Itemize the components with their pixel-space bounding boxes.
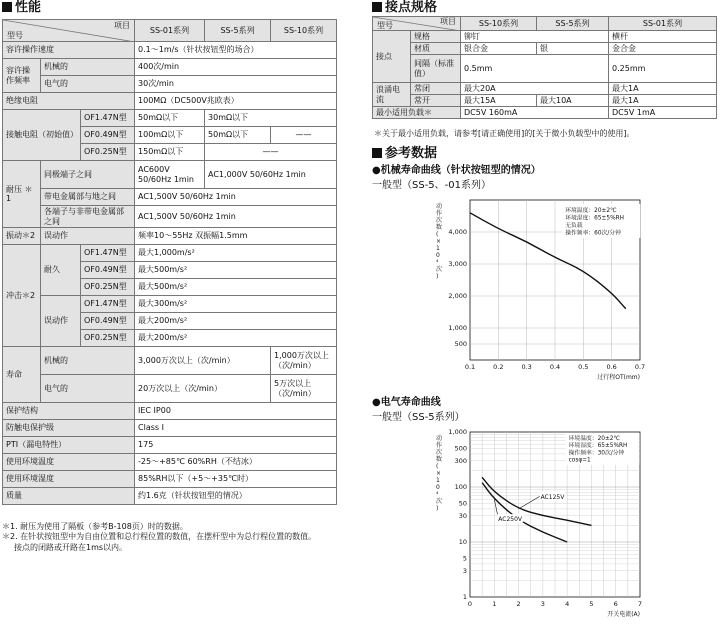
x-tick-label: 0 [467, 600, 473, 608]
col-ss10: SS-10系列 [271, 20, 337, 42]
legend-entry: 环境温度：20±2℃ [565, 208, 617, 214]
cell: 175 [135, 437, 337, 454]
performance-notes [2, 522, 342, 553]
section-title-reference: 参考数据 [372, 147, 437, 162]
x-tick-label: 0.3 [521, 363, 532, 371]
x-tick-label: 4 [565, 600, 570, 608]
x-tick-label: 6 [613, 600, 618, 608]
x-tick-label: 0.6 [606, 363, 617, 371]
performance-table [2, 19, 337, 505]
y-tick-label: 5 [462, 554, 467, 563]
col-ss01: SS-01系列 [609, 17, 717, 31]
col-ss5: SS-5系列 [537, 17, 609, 31]
y-tick-label: 50 [458, 499, 467, 508]
col-ss01: SS-01系列 [135, 20, 205, 42]
cell: 频率10～55Hz 双振幅1.5mm [135, 228, 337, 245]
cell: 最大500m/s² [135, 262, 337, 279]
row-sublabel: 误动作 [41, 228, 135, 245]
section-title-performance: 性能 [2, 1, 41, 16]
cell: 约1.6克（针状按钮型的情况） [135, 488, 337, 505]
series-label: AC125V [540, 493, 565, 501]
row-sublabel: 规格 [411, 31, 461, 43]
row-label: 冲击＊2 [3, 245, 41, 347]
cell: —— [205, 144, 337, 161]
note-3: 接点的闭路或开路在1ms以内。 [14, 542, 128, 552]
row-label: 接触电阻（初始值） [3, 110, 81, 161]
y-tick-label: 30 [458, 511, 467, 520]
row-sublabel: OF0.49N型 [81, 262, 135, 279]
y-tick-label: 10 [458, 538, 467, 546]
cell: 5万次以上（次/min） [271, 375, 337, 403]
y-axis-label: 动作次数( × 1 0 ⁴ 次) [436, 203, 443, 280]
row-label: 最小适用负载＊ [373, 107, 461, 119]
x-tick-label: 0.4 [549, 363, 561, 371]
electrical-life-chart [430, 427, 650, 627]
y-tick-label: 3 [462, 566, 467, 575]
x-tick-label: 2 [516, 600, 521, 608]
contact-spec-table [372, 16, 717, 119]
legend-entry: 环境湿度：65±5%RH [568, 443, 628, 450]
chart2-subtitle: 一般型（SS-5系列） [372, 412, 465, 423]
row-sublabel: 机械的 [41, 347, 135, 375]
x-tick-label: 0.7 [634, 363, 646, 371]
row-sublabel: OF0.25N型 [81, 144, 135, 161]
row-sublabel: 耐久 [41, 245, 81, 296]
legend-entry: 环境湿度：65±5%RH [565, 215, 625, 222]
cell: 最大1A [609, 95, 717, 107]
row-sublabel: OF0.25N型 [81, 279, 135, 296]
legend-entry: 环境温度：20±2℃ [568, 436, 621, 442]
row-sublabel: 各端子与非带电金属部之间 [41, 206, 135, 228]
row-label: 接点 [373, 31, 411, 83]
cell: 400次/min [135, 59, 337, 76]
cell: AC1,500V 50/60Hz 1min [135, 206, 337, 228]
x-tick-label: 0.5 [578, 363, 589, 371]
y-tick-label: 500 [454, 444, 467, 453]
row-label: 振动＊2 [3, 228, 41, 245]
col-ss10: SS-10系列 [461, 17, 537, 31]
cell: IEC IP00 [135, 403, 337, 420]
x-tick-label: 3 [540, 600, 545, 608]
cell: 最大500m/s² [135, 279, 337, 296]
x-tick-label: 7 [637, 600, 643, 608]
row-sublabel: OF1.47N型 [81, 296, 135, 313]
y-tick-label: 300 [454, 456, 467, 465]
cell: 50mΩ以下 [135, 110, 205, 127]
cell: 银合金 [461, 43, 537, 55]
row-sublabel: 间隔（标准值） [411, 55, 461, 83]
cell: 银 [537, 43, 609, 55]
cell: DC5V 1mA [609, 107, 717, 119]
cell: 30mΩ以下 [205, 110, 337, 127]
chart1-title: ●机械寿命曲线（针状按钮型的情况） [372, 165, 541, 176]
y-tick-label: 2,000 [448, 292, 467, 300]
series-leader-line [519, 496, 541, 509]
header-corner: 项目 型号 [373, 17, 461, 31]
legend-entry: 操作频率：60次/分钟 [565, 230, 621, 237]
row-label: PTI（漏电特性） [3, 437, 135, 454]
row-sublabel: OF0.49N型 [81, 313, 135, 330]
row-sublabel: 材质 [411, 43, 461, 55]
row-label: 防触电保护级 [3, 420, 135, 437]
row-label: 使用环境湿度 [3, 471, 135, 488]
cell: Class I [135, 420, 337, 437]
row-sublabel: OF1.47N型 [81, 245, 135, 262]
row-label: 容许操作速度 [3, 42, 135, 59]
cell: -25～+85℃ 60%RH（不结冰） [135, 454, 337, 471]
x-tick-label: 0.2 [493, 363, 504, 371]
row-sublabel: 电气的 [41, 76, 135, 93]
cell: 最大200m/s² [135, 313, 337, 330]
series-label: AC250V [498, 516, 523, 524]
cell: 30次/min [135, 76, 337, 93]
contact-note: ＊关于最小适用负载，请参考[请正确使用]的[关于微小负载型中的使用]。 [374, 129, 635, 138]
cell: 20万次以上（次/min） [135, 375, 271, 403]
row-sublabel: 电气的 [41, 375, 135, 403]
cell: 1,000万次以上（次/min） [271, 347, 337, 375]
chart1-subtitle: 一般型（SS-5、-01系列） [372, 180, 491, 191]
cell: 85%RH以下（+5～+35℃时） [135, 471, 337, 488]
cell: 横杆 [609, 31, 717, 43]
cell: 最大15A [461, 95, 537, 107]
x-tick-label: 5 [589, 600, 594, 608]
cell: 0.1～1m/s（针状按钮型的场合） [135, 42, 337, 59]
row-sublabel: 机械的 [41, 59, 135, 76]
header-corner: 项目 型号 [3, 20, 135, 42]
cell: 3,000万次以上（次/min） [135, 347, 271, 375]
cell: 50mΩ以下 [205, 127, 271, 144]
square-bullet-icon [372, 148, 382, 158]
cell: 最大10A [537, 95, 609, 107]
y-tick-label: 1 [462, 593, 467, 601]
x-tick-label: 1 [492, 600, 497, 608]
y-tick-label: 100 [454, 483, 467, 491]
square-bullet-icon [372, 2, 382, 12]
cell: 150mΩ以下 [135, 144, 205, 161]
row-label: 绝缘电阻 [3, 93, 135, 110]
row-sublabel: OF1.47N型 [81, 110, 135, 127]
row-label: 使用环境温度 [3, 454, 135, 471]
row-sublabel: 常闭 [411, 83, 461, 95]
row-label: 浪涌电流 [373, 83, 411, 107]
legend-entry: 无负载 [565, 223, 583, 229]
cell: DC5V 160mA [461, 107, 609, 119]
cell: —— [271, 127, 337, 144]
cell: 100MΩ（DC500V兆欧表） [135, 93, 337, 110]
row-sublabel: 误动作 [41, 296, 81, 347]
row-label: 质量 [3, 488, 135, 505]
cell: 铆钉 [461, 31, 609, 43]
note-1: ＊1. 耐压为使用了隔板（参考B-108页）时的数据。 [2, 522, 188, 531]
row-sublabel: OF0.25N型 [81, 330, 135, 347]
row-sublabel: OF0.49N型 [81, 127, 135, 144]
mechanical-life-chart [430, 195, 650, 395]
cell: 金合金 [609, 43, 717, 55]
section-title-contact-spec: 接点规格 [372, 1, 437, 16]
row-sublabel: 带电金属部与地之间 [41, 189, 135, 206]
square-bullet-icon [2, 2, 12, 12]
cell: 最大20A [461, 83, 609, 95]
cell: AC600V 50/60Hz 1min [135, 161, 205, 189]
legend-entry: 操作频率：30次/分钟 [568, 450, 625, 457]
y-tick-label: 3,000 [448, 260, 467, 268]
cell: 最大1,000m/s² [135, 245, 337, 262]
y-axis-label: 动作次数( × 1 0 ⁴ 次) [436, 435, 443, 512]
x-axis-label: 过行程OT(mm) [597, 374, 640, 381]
row-sublabel: 常开 [411, 95, 461, 107]
cell: 100mΩ以下 [135, 127, 205, 144]
cell: 0.5mm [461, 55, 609, 83]
row-label: 保护结构 [3, 403, 135, 420]
row-label: 寿命 [3, 347, 41, 403]
cell: 0.25mm [609, 55, 717, 83]
cell: AC1,000V 50/60Hz 1min [205, 161, 337, 189]
y-tick-label: 4,000 [448, 228, 467, 236]
y-tick-label: 1,000 [448, 428, 467, 436]
x-tick-label: 0.1 [464, 363, 476, 371]
col-ss5: SS-5系列 [205, 20, 271, 42]
x-axis-label: 开关电流(A) [607, 611, 640, 618]
cell: 最大200m/s² [135, 330, 337, 347]
row-sublabel: 同极端子之间 [41, 161, 135, 189]
row-label: 耐压 ＊1 [3, 161, 41, 228]
cell: AC1,500V 50/60Hz 1min [135, 189, 337, 206]
y-tick-label: 1,000 [448, 324, 467, 332]
note-2: ＊2. 在针状按钮型中为自由位置和总行程位置的数值，在摆杆型中为总行程位置的数值。 [2, 532, 317, 542]
y-tick-label: 500 [454, 340, 467, 348]
legend-entry: cosφ=1 [568, 457, 591, 464]
chart2-title: ●电气寿命曲线 [372, 397, 441, 408]
cell: 最大300m/s² [135, 296, 337, 313]
row-label: 容许操作频率 [3, 59, 41, 93]
cell: 最大1A [609, 83, 717, 95]
